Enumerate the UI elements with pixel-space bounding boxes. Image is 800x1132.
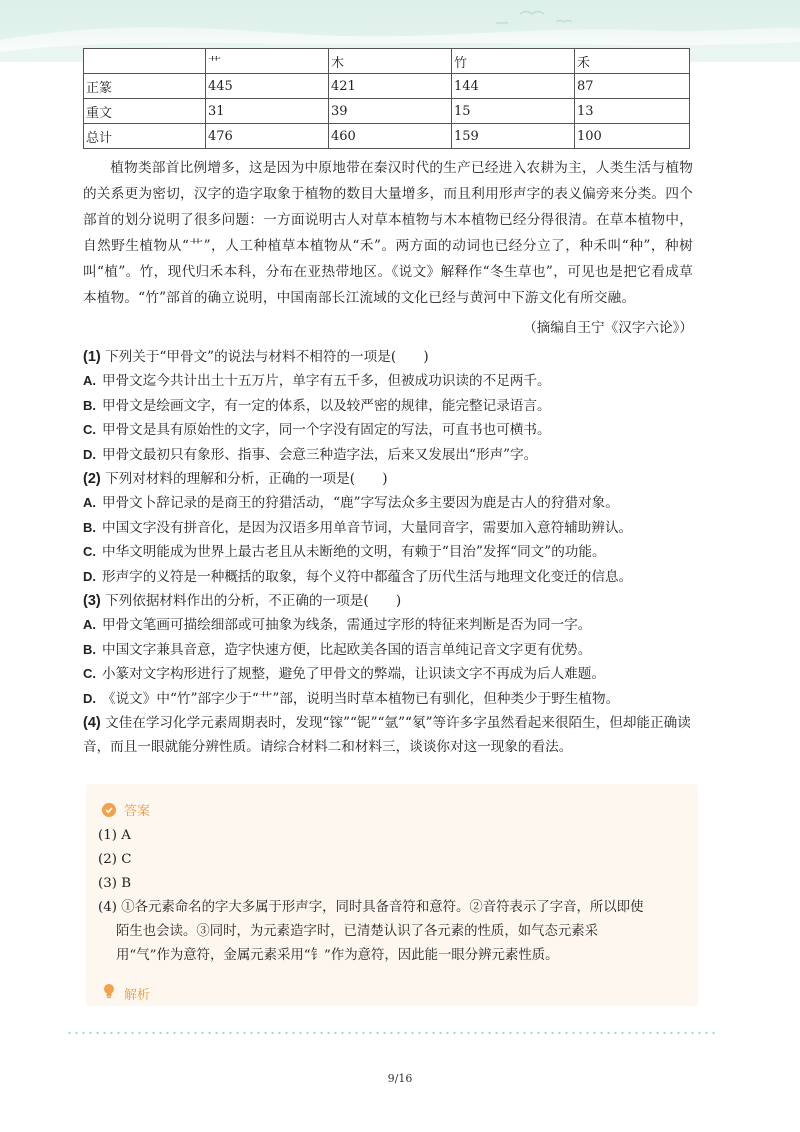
question-2: [83, 467, 693, 589]
question-stem: 下列对材料的理解和分析，正确的一项是( ): [105, 471, 388, 487]
option-label: B.: [83, 397, 96, 413]
question-number: (4): [83, 715, 101, 731]
answer-line: (2) C: [98, 852, 132, 867]
table-cell: 竹: [452, 49, 575, 74]
option-label: C.: [83, 666, 96, 681]
question-stem: 下列关于“甲骨文”的说法与材料不相符的一项是( ): [105, 349, 429, 365]
option-b[interactable]: [83, 394, 693, 419]
table-row: [84, 99, 690, 124]
option-text: 小篆对文字构形进行了规整，避免了甲骨文的弊端，让识读文字不再成为后人难题。: [102, 666, 605, 682]
table-cell: 13: [575, 99, 690, 124]
option-text: 《说文》中“竹”部字少于“艹”部，说明当时草本植物已有驯化，但种类少于野生植物。: [102, 690, 620, 707]
table-cell: 87: [575, 74, 690, 99]
option-label: D.: [83, 690, 96, 706]
option-c[interactable]: [83, 418, 693, 443]
answer-content: [98, 824, 688, 968]
lightbulb-icon: [102, 983, 116, 1003]
table-row: [84, 124, 690, 149]
table-header-row: [84, 49, 690, 74]
table-cell: 重文: [84, 99, 206, 124]
table-cell: [84, 49, 206, 74]
table-cell: 禾: [575, 49, 690, 74]
option-label: A.: [83, 617, 96, 632]
table-cell: 总计: [84, 124, 206, 149]
table-cell: 421: [329, 74, 452, 99]
table-cell: 476: [206, 124, 329, 149]
check-circle-icon: [102, 803, 116, 817]
answer-panel: [86, 784, 698, 1006]
option-text: 中国文字兼具音意，造字快速方便，比起欧美各国的语言单纯记音文字更有优势。: [102, 641, 592, 658]
answer-heading-label: 答案: [124, 804, 151, 819]
answer-line: (1) A: [98, 828, 131, 843]
question-3: [83, 589, 693, 711]
option-text: 甲骨文笔画可描绘细部或可抽象为线条，需通过字形的特征来判断是否为同一字。: [102, 617, 592, 633]
table-cell: 木: [329, 49, 452, 74]
option-b[interactable]: [83, 516, 693, 541]
explanation-heading[interactable]: [102, 983, 150, 1003]
option-d[interactable]: [83, 565, 693, 590]
option-a[interactable]: [83, 491, 693, 516]
answer-line: (3) B: [98, 876, 132, 891]
option-label: C.: [83, 544, 96, 559]
option-label: A.: [83, 495, 96, 510]
page-number: 9/16: [387, 1072, 413, 1085]
option-text: 甲骨文最初只有象形、指事、会意三种造字法，后来又发展出“形声”字。: [102, 446, 538, 463]
question-number: (1): [83, 349, 101, 365]
option-label: B.: [83, 519, 96, 535]
answer-line: 用“气”作为意符，金属元素采用“钅”作为意符，因此能一眼分辨元素性质。: [116, 948, 559, 963]
dotted-divider: [66, 1032, 716, 1034]
option-c[interactable]: [83, 662, 693, 687]
option-text: 形声字的义符是一种概括的取象，每个义符中都蕴含了历代生活与地理文化变迁的信息。: [102, 568, 633, 585]
option-label: D.: [83, 568, 96, 584]
option-d[interactable]: [83, 687, 693, 712]
table-row: [84, 74, 690, 99]
option-label: A.: [83, 373, 96, 388]
table-cell: 159: [452, 124, 575, 149]
table-cell: 445: [206, 74, 329, 99]
option-text: 甲骨文卜辞记录的是商王的狩猎活动，“鹿”字写法众多主要因为鹿是古人的狩猎对象。: [102, 495, 619, 511]
document-content: [83, 48, 693, 759]
table-cell: 460: [329, 124, 452, 149]
option-b[interactable]: [83, 638, 693, 663]
option-a[interactable]: [83, 369, 693, 394]
explanation-heading-label: 解析: [124, 987, 151, 1003]
question-number: (2): [83, 471, 101, 487]
radical-count-table: [83, 48, 690, 149]
option-d[interactable]: [83, 443, 693, 468]
option-text: 中华文明能成为世界上最古老且从未断绝的文明，有赖于“目治”发挥“同文”的功能。: [102, 544, 606, 560]
question-1: [83, 345, 693, 467]
question-stem: 文佳在学习化学元素周期表时，发现“镓”“铌”“氩”“氡”等许多字虽然看起来很陌生，但却能正确读音，而且一眼就能分辨性质。请综合材料二和材料三，谈谈你对这一现象的看法。: [83, 715, 691, 755]
option-a[interactable]: [83, 613, 693, 638]
table-cell: 正篆: [84, 74, 206, 99]
option-text: 甲骨文是具有原始性的文字，同一个字没有固定的写法，可直书也可横书。: [102, 422, 551, 438]
question-number: (3): [83, 593, 101, 609]
table-cell: 39: [329, 99, 452, 124]
question-4: [83, 711, 693, 759]
passage-source: （摘编自王宁《汉字六论》）: [523, 320, 693, 336]
option-c[interactable]: [83, 540, 693, 565]
option-label: C.: [83, 422, 96, 437]
table-cell: 144: [452, 74, 575, 99]
table-cell: 31: [206, 99, 329, 124]
table-cell: 艹: [206, 49, 329, 74]
answer-heading: [102, 800, 150, 819]
answer-line: (4) ①各元素命名的字大多属于形声字，同时具备音符和意符。②音符表示了字音，所以即使: [98, 900, 644, 915]
answer-line: 陌生也会读。③同时，为元素造字时，已清楚认识了各元素的性质，如气态元素采: [116, 924, 599, 939]
option-text: 甲骨文是绘画文字，有一定的体系，以及较严密的规律，能完整记录语言。: [102, 397, 551, 414]
table-cell: 15: [452, 99, 575, 124]
question-stem: 下列依据材料作出的分析，不正确的一项是( ): [105, 593, 402, 609]
option-label: D.: [83, 446, 96, 462]
table-cell: 100: [575, 124, 690, 149]
passage-paragraph: 植物类部首比例增多，这是因为中原地带在秦汉时代的生产已经进入农耕为主，人类生活与植物的关系更为密切，汉字的造字取象于植物的数目大量增多，而且利用形声字的表义偏旁来分类。四个部首的划分说明了很多问题：一方面说明古人对草本植物与木本植物已经分得很清。在草本植物中，自然野生植物从“艹”，人工种植草本植物从“禾”。两方面的动词也已经分立了，种禾叫“种”，种树叫“植”。竹，现代归禾本科，分布在亚热带地区。《说文》解释作“冬生草也”，可见也是把它看成草本植物。“竹”部首的确立说明，中国南部长江流域的文化已经与黄河中下游文化有所交融。: [83, 160, 693, 306]
option-text: 中国文字没有拼音化，是因为汉语多用单音节词，大量同音字，需要加入意符辅助辨认。: [102, 519, 633, 536]
option-text: 甲骨文迄今共计出土十五万片，单字有五千多，但被成功识读的不足两千。: [102, 373, 551, 389]
option-label: B.: [83, 641, 96, 657]
